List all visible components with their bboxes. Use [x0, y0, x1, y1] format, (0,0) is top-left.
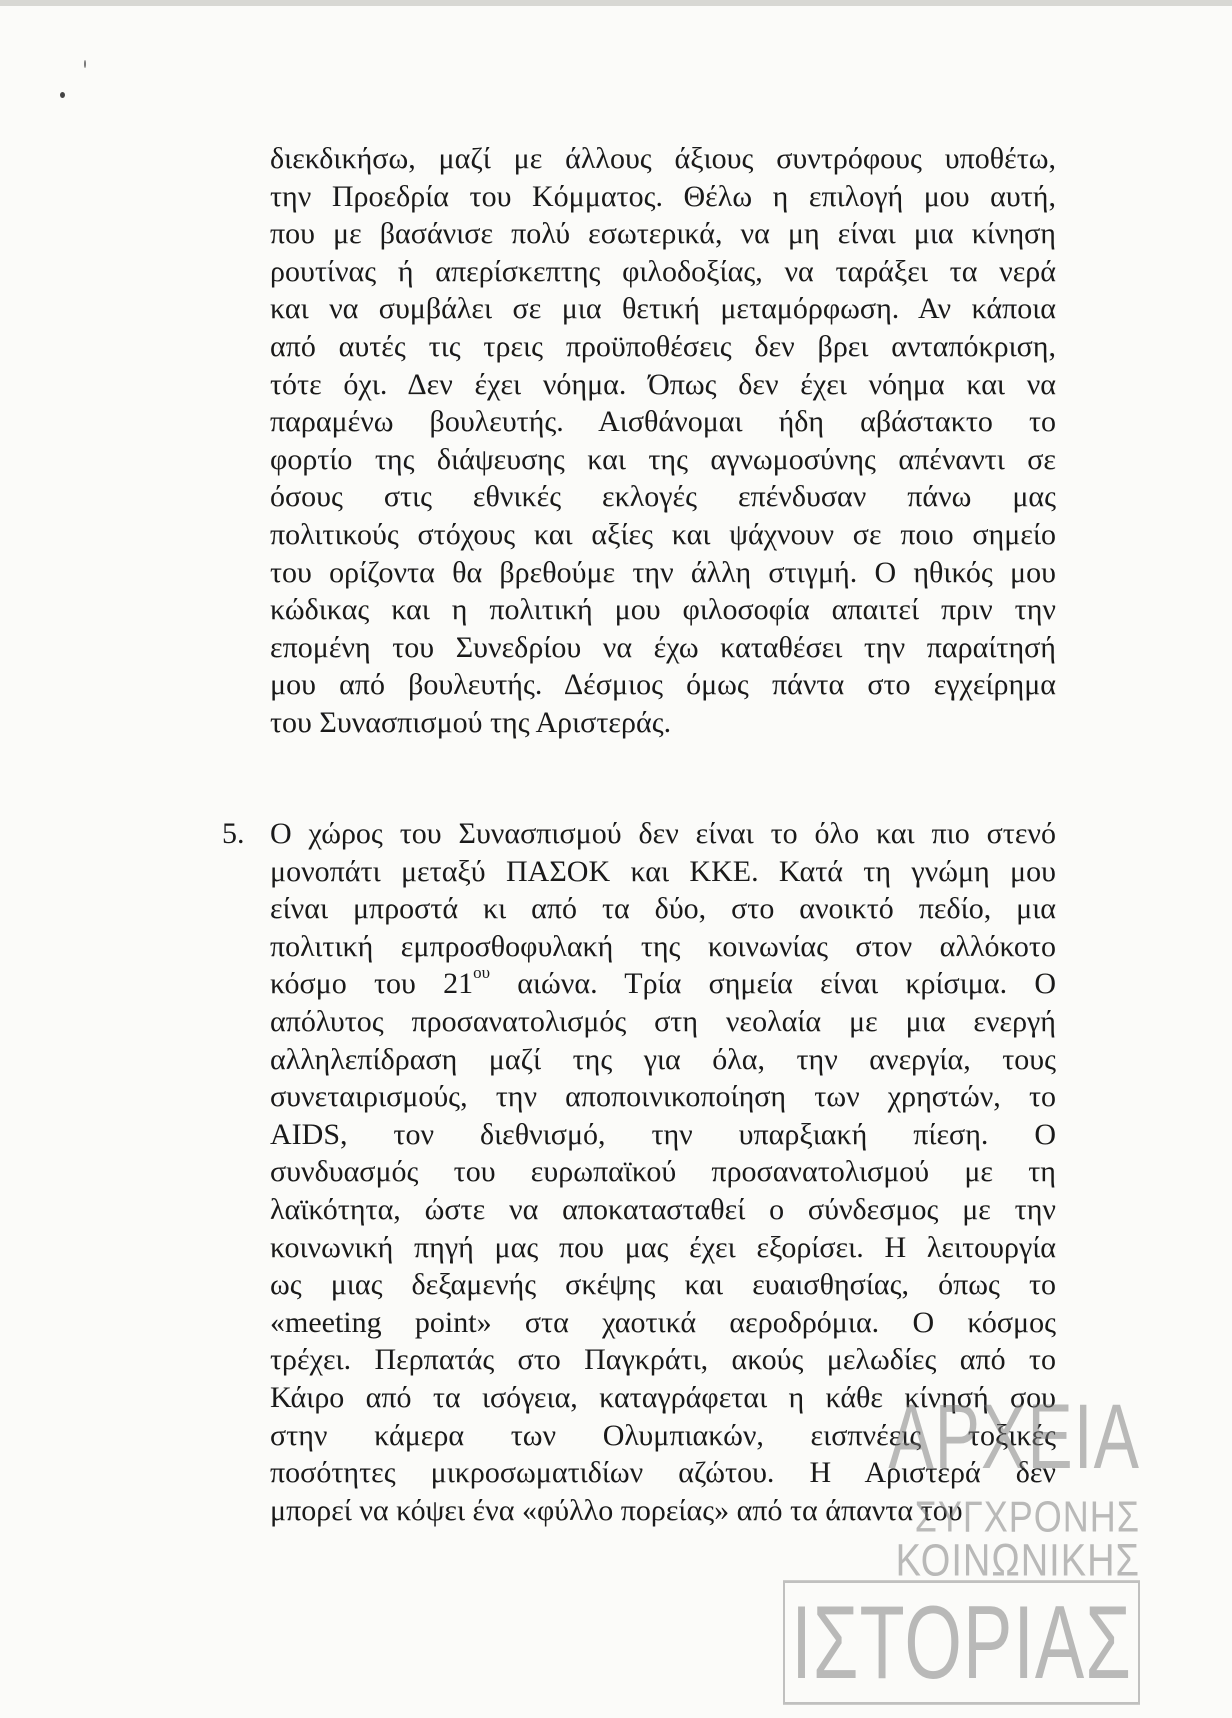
text-line: συνδυασμός του ευρωπαϊκού προσανατολισμού με τη [270, 1155, 1056, 1189]
text-line: «meeting point» στα χαοτικά αεροδρόμια. Ο κόσμος [270, 1305, 1056, 1339]
text-line: και να συμβάλει σε μια θετική μεταμόρφωση. Αν κάποια [270, 292, 1056, 326]
text-line: παραμένω βουλευτής. Αισθάνομαι ήδη αβάστακτο το [270, 405, 1056, 439]
text-line: στην κάμερα των Ολυμπιακών, εισπνέεις τοξικές [270, 1418, 1056, 1452]
text-line: αλληλεπίδραση μαζί της για όλα, την ανεργία, τους [270, 1042, 1056, 1076]
scan-edge [0, 0, 1232, 6]
text-line: τρέχει. Περπατάς στο Παγκράτι, ακούς μελωδίες από το [270, 1343, 1056, 1377]
text-fragment: κόσμο του 21 [270, 967, 474, 1001]
list-number: 5. [222, 817, 245, 850]
paragraph-1 [270, 140, 1056, 742]
text-line: διεκδικήσω, μαζί με άλλους άξιους συντρόφους υποθέτω, [270, 142, 1056, 175]
watermark-line: ΑΡΧΕΙΑ [888, 1385, 1140, 1489]
scan-speck [84, 60, 86, 68]
superscript: ου [473, 963, 491, 983]
text-line: την Προεδρία του Κόμματος. Θέλω η επιλογή μου αυτή, [270, 179, 1056, 213]
text-line: κοινωνική πηγή μας που μας έχει εξορίσει. Η λειτουργία [270, 1230, 1056, 1264]
text-line: ρουτίνας ή απερίσκεπτης φιλοδοξίας, να ταράξει τα νερά [270, 254, 1056, 288]
text-line: συνεταιρισμούς, την αποποινικοποίηση των χρηστών, το [270, 1080, 1056, 1114]
text-line: μου από βουλευτής. Δέσμιος όμως πάντα στο εγχείρημα [270, 668, 1056, 702]
text-line: AIDS, τον διεθνισμό, την υπαρξιακή πίεση. Ο [270, 1117, 1056, 1151]
text-line: λαϊκότητα, ώστε να αποκατασταθεί ο σύνδεσμος με την [270, 1192, 1056, 1226]
text-line: απόλυτος προσανατολισμός στη νεολαία με μια ενεργή [270, 1004, 1056, 1038]
watermark-line: ΚΟΙΝΩΝΙΚΗΣ [895, 1535, 1140, 1587]
scan-speck [60, 92, 65, 98]
archive-watermark [791, 1385, 1140, 1710]
text-line: πολιτικούς στόχους και αξίες και ψάχνουν σε ποιο σημείο [270, 517, 1056, 551]
text-line: μονοπάτι μεταξύ ΠΑΣΟΚ και ΚΚΕ. Κατά τη γνώμη μου [270, 854, 1056, 888]
text-line: ποσότητες μικροσωματιδίων αζώτου. Η Αριστερά δεν [270, 1456, 1056, 1490]
watermark-line: ΙΣΤΟΡΙΑΣ [783, 1580, 1140, 1705]
text-line: που με βασάνισε πολύ εσωτερικά, να μη είναι μια κίνηση [270, 217, 1056, 251]
text-line: όσους στις εθνικές εκλογές επένδυσαν πάνω μας [270, 480, 1056, 514]
text-line: πολιτική εμπροσθοφυλακή της κοινωνίας στον αλλόκοτο [270, 929, 1056, 963]
text-line: είναι μπροστά κι από τα δύο, στο ανοικτό πεδίο, μια [270, 892, 1056, 926]
text-line: κώδικας και η πολιτική μου φιλοσοφία απαιτεί πριν την [270, 593, 1056, 627]
text-line: από αυτές τις τρεις προϋποθέσεις δεν βρει ανταπόκριση, [270, 329, 1056, 363]
text-line: επομένη του Συνεδρίου να έχω καταθέσει την παραίτησή [270, 630, 1056, 664]
text-line: του Συνασπισμού της Αριστεράς. [270, 705, 672, 739]
text-fragment: αιώνα. Τρία σημεία είναι κρίσιμα. Ο [490, 967, 1056, 1001]
text-line [270, 965, 1056, 1003]
text-line: του ορίζοντα θα βρεθούμε την άλλη στιγμή. Ο ηθικός μου [270, 555, 1056, 589]
text-line: Ο χώρος του Συνασπισμού δεν είναι το όλο και πιο στενό [270, 817, 1056, 850]
watermark-line: ΣΥΓΧΡΟΝΗΣ [914, 1491, 1140, 1541]
text-line: τότε όχι. Δεν έχει νόημα. Όπως δεν έχει νόημα και να [270, 367, 1056, 401]
text-line: ως μιας δεξαμενής σκέψης και ευαισθησίας, όπως το [270, 1268, 1056, 1302]
text-line: Κάιρο από τα ισόγεια, καταγράφεται η κάθε κίνησή σου [270, 1380, 1056, 1414]
text-line: μπορεί να κόψει ένα «φύλλο πορείας» από τα άπαντα του [270, 1493, 963, 1527]
text-line: φορτίο της διάψευσης και της αγνωμοσύνης απέναντι σε [270, 442, 1056, 476]
